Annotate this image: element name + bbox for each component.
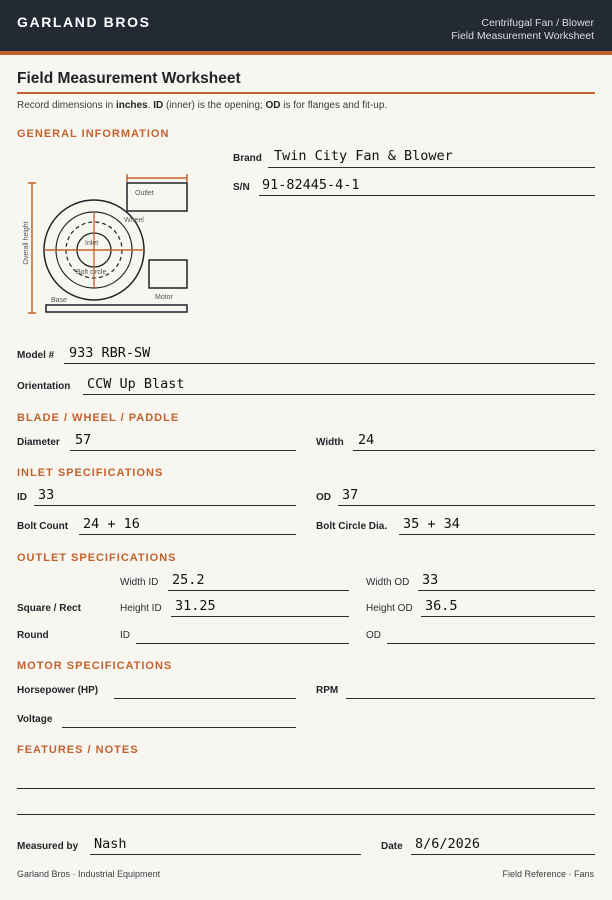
header-accent-rule (0, 51, 612, 55)
bolt-count-value: 24 + 16 (83, 516, 140, 532)
serial-number-label: S/N (233, 182, 250, 193)
model-value: 933 RBR-SW (69, 345, 151, 361)
notes-line-1[interactable] (17, 771, 595, 789)
diameter-value: 57 (75, 432, 92, 448)
section-heading-general: GENERAL INFORMATION (17, 128, 170, 140)
rpm-field[interactable] (346, 681, 595, 699)
diameter-field[interactable] (70, 433, 296, 451)
inlet-od-field[interactable] (338, 488, 595, 506)
orientation-value: CCW Up Blast (87, 376, 185, 392)
section-heading-inlet: INLET SPECIFICATIONS (17, 467, 164, 479)
outlet-round-od-field[interactable] (387, 626, 595, 644)
width-value: 24 (358, 432, 375, 448)
outlet-height-id-value: 31.25 (175, 598, 216, 614)
date-value: 8/6/2026 (415, 836, 481, 852)
motor-shape (149, 260, 187, 288)
header-subtitle-line-2: Field Measurement Worksheet (451, 30, 594, 42)
outlet-width-id-label: Width ID (120, 577, 159, 588)
outlet-label: Outlet (135, 190, 154, 197)
outlet-width-od-label: Width OD (366, 577, 410, 588)
overall-height-label: Overall height (23, 221, 30, 265)
date-label: Date (381, 841, 403, 852)
section-heading-notes: FEATURES / NOTES (17, 744, 139, 756)
section-heading-blade: BLADE / WHEEL / PADDLE (17, 412, 180, 424)
inlet-od-label: OD (316, 492, 331, 503)
wheel-label: Wheel (124, 217, 144, 224)
bolt-circle-dia-value: 35 + 34 (403, 516, 460, 532)
outlet-height-id-label: Height ID (120, 603, 162, 614)
orientation-label: Orientation (17, 381, 71, 392)
footer-left-text: Garland Bros · Industrial Equipment (17, 869, 161, 879)
outlet-height-od-label: Height OD (366, 603, 413, 614)
intro-text-4: is for flanges and fit-up. (280, 100, 388, 111)
outlet-round-id-label: ID (120, 630, 130, 641)
outlet-width-id-value: 25.2 (172, 572, 205, 588)
bolt-count-label: Bolt Count (17, 521, 69, 532)
brand-name: GARLAND BROS (17, 14, 151, 30)
measured-by-label: Measured by (17, 841, 79, 852)
inlet-od-value: 37 (342, 487, 359, 503)
instructions-text (17, 100, 387, 111)
brand-value: Twin City Fan & Blower (274, 148, 453, 164)
section-heading-outlet: OUTLET SPECIFICATIONS (17, 552, 177, 564)
intro-text-3: (inner) is the opening; (163, 100, 266, 111)
base-label: Base (51, 297, 67, 304)
horsepower-field[interactable] (114, 681, 296, 699)
fan-diagram (15, 168, 215, 318)
intro-bold-inches: inches (115, 100, 148, 111)
intro-bold-id: ID (153, 100, 164, 111)
page-title: Field Measurement Worksheet (17, 70, 241, 87)
title-divider (17, 92, 595, 94)
rpm-label: RPM (316, 685, 339, 696)
inlet-id-label: ID (17, 492, 27, 503)
diameter-label: Diameter (17, 437, 60, 448)
square-rect-label: Square / Rect (17, 603, 81, 614)
voltage-label: Voltage (17, 714, 53, 725)
outlet-height-od-value: 36.5 (425, 598, 458, 614)
width-field[interactable] (353, 433, 595, 451)
outlet-width-od-field[interactable] (418, 573, 595, 591)
motor-label: Motor (155, 294, 173, 301)
inlet-label: Inlet (85, 240, 99, 247)
outlet-width-od-value: 33 (422, 572, 439, 588)
serial-number-value: 91-82445-4-1 (262, 177, 360, 193)
bolt-circle-label: Bolt circle (76, 269, 107, 276)
bolt-circle-dia-label: Bolt Circle Dia. (316, 521, 388, 532)
header-subtitle-line-1: Centrifugal Fan / Blower (481, 17, 594, 29)
voltage-field[interactable] (62, 710, 296, 728)
width-label: Width (316, 437, 344, 448)
inlet-id-field[interactable] (34, 488, 296, 506)
inlet-id-value: 33 (38, 487, 55, 503)
base-shape (46, 305, 187, 312)
brand-label: Brand (233, 153, 262, 164)
round-label: Round (17, 630, 49, 641)
footer-right-text: Field Reference · Fans (502, 869, 594, 879)
intro-bold-od: OD (265, 100, 281, 111)
model-label: Model # (17, 350, 55, 361)
intro-text-2: . (147, 100, 154, 111)
outlet-round-id-field[interactable] (136, 626, 349, 644)
intro-text-1: Record dimensions in (17, 100, 116, 111)
notes-line-2[interactable] (17, 797, 595, 815)
measured-by-field[interactable] (90, 837, 361, 855)
section-heading-motor: MOTOR SPECIFICATIONS (17, 660, 173, 672)
outlet-round-od-label: OD (366, 630, 381, 641)
horsepower-label: Horsepower (HP) (17, 685, 99, 696)
measured-by-value: Nash (94, 836, 127, 852)
